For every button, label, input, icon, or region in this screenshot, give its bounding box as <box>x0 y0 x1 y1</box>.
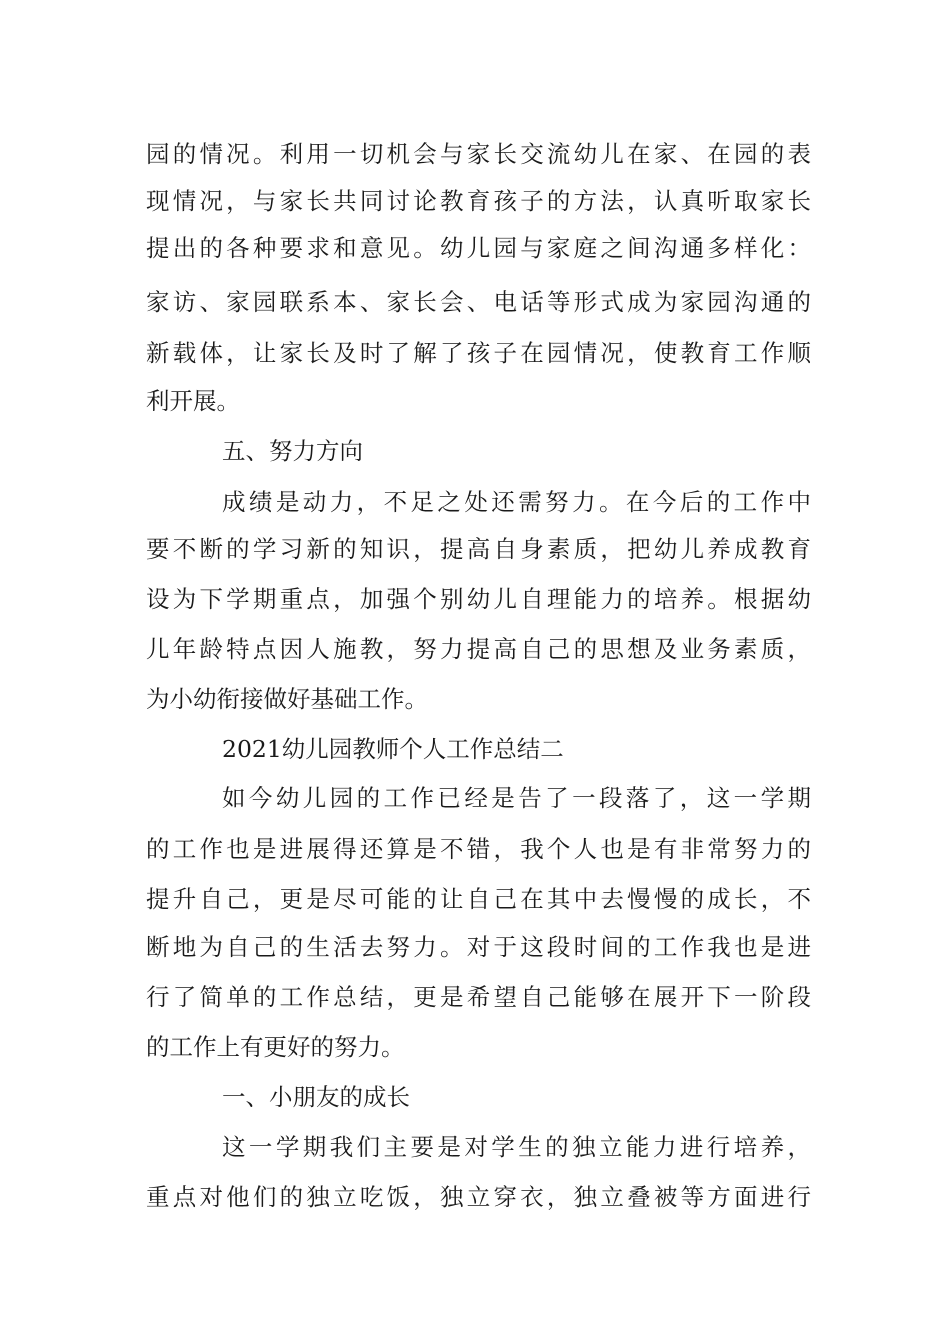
paragraph-line: 的工作上有更好的努力。 <box>146 1033 405 1061</box>
paragraph-line: 儿年龄特点因人施教，努力提高自己的思想及业务素质， <box>146 635 811 663</box>
paragraph-line: 这一学期我们主要是对学生的独立能力进行培养， <box>222 1133 811 1161</box>
paragraph-line: 行了简单的工作总结，更是希望自己能够在展开下一阶段 <box>146 983 811 1011</box>
paragraph-line: 设为下学期重点，加强个别幼儿自理能力的培养。根据幼 <box>146 585 811 613</box>
section-heading: 五、努力方向 <box>222 437 363 465</box>
paragraph-line: 要不断的学习新的知识，提高自身素质，把幼儿养成教育 <box>146 535 811 563</box>
paragraph-line: 利开展。 <box>146 387 240 415</box>
paragraph-line: 为小幼衔接做好基础工作。 <box>146 685 428 713</box>
paragraph-line: 新载体，让家长及时了解了孩子在园情况，使教育工作顺 <box>146 339 811 367</box>
section-heading: 一、小朋友的成长 <box>222 1083 410 1111</box>
paragraph-line: 现情况，与家长共同讨论教育孩子的方法，认真听取家长 <box>146 187 811 215</box>
paragraph-line: 重点对他们的独立吃饭，独立穿衣，独立叠被等方面进行 <box>146 1183 811 1211</box>
paragraph-line: 提出的各种要求和意见。幼儿园与家庭之间沟通多样化： <box>146 234 811 262</box>
paragraph-line: 提升自己，更是尽可能的让自己在其中去慢慢的成长，不 <box>146 885 811 913</box>
paragraph-line: 如今幼儿园的工作已经是告了一段落了，这一学期 <box>222 784 811 812</box>
article-title: 2021幼儿园教师个人工作总结二 <box>222 735 564 763</box>
paragraph-line: 断地为自己的生活去努力。对于这段时间的工作我也是进 <box>146 933 811 961</box>
paragraph-line: 园的情况。利用一切机会与家长交流幼儿在家、在园的表 <box>146 140 811 168</box>
paragraph-line: 成绩是动力，不足之处还需努力。在今后的工作中 <box>222 488 811 516</box>
paragraph-line: 家访、家园联系本、家长会、电话等形式成为家园沟通的 <box>146 288 811 316</box>
paragraph-line: 的工作也是进展得还算是不错，我个人也是有非常努力的 <box>146 835 811 863</box>
